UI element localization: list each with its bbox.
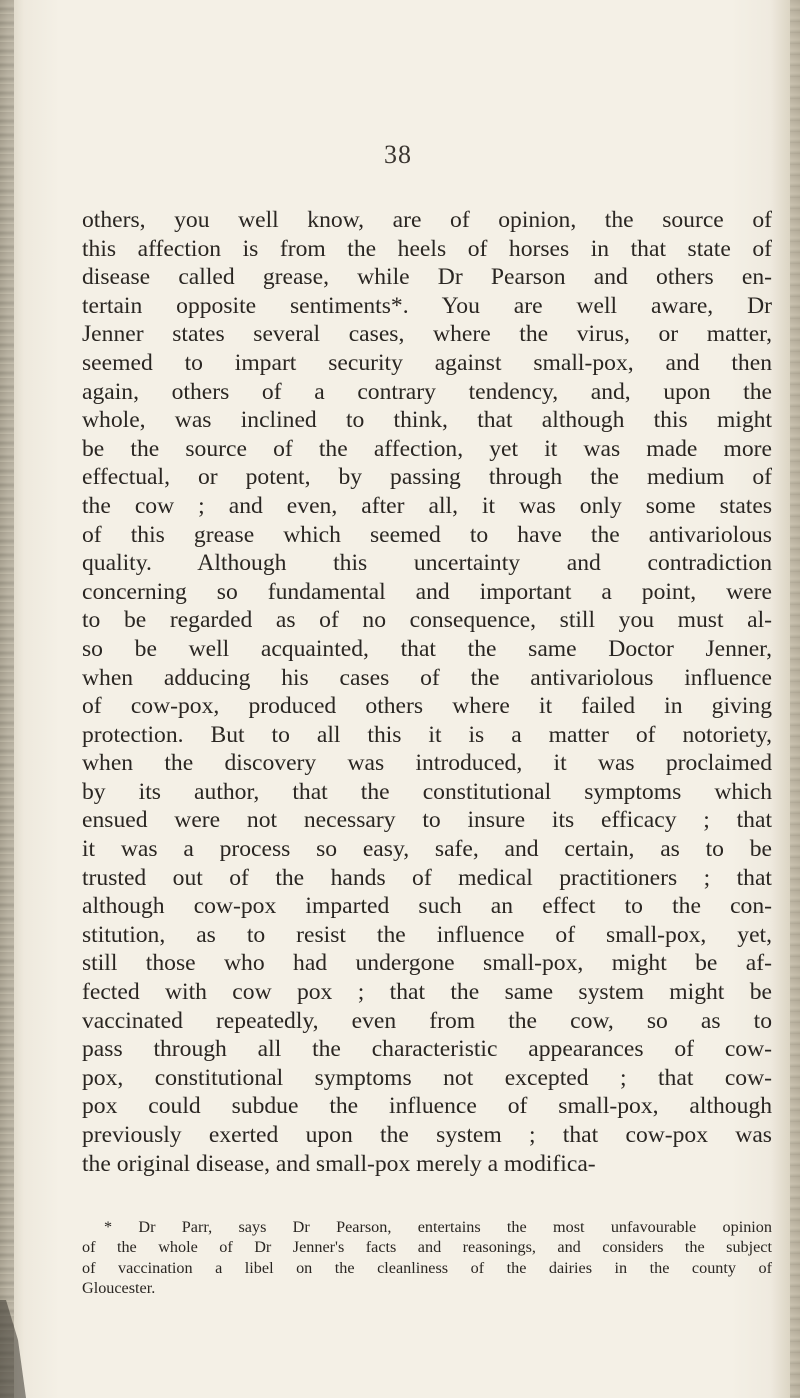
body-line: pox could subdue the influence of small-pox, although [82, 1093, 772, 1120]
body-line: again, others of a contrary tendency, and, upon the [82, 378, 772, 405]
body-line: effectual, or potent, by passing through the medium of [82, 464, 772, 491]
footnote [82, 1217, 772, 1299]
body-line: pox, constitutional symptoms not excepted ; that cow- [82, 1064, 772, 1091]
footnote-line: * Dr Parr, says Dr Pearson, entertains the most unfavourable opinion [104, 1218, 772, 1236]
footnote-line: of the whole of Dr Jenner's facts and reasonings, and considers the subject [82, 1238, 772, 1257]
footnote-line: Gloucester. [82, 1279, 156, 1298]
body-line: fected with cow pox ; that the same system might be [82, 979, 772, 1006]
body-line: to be regarded as of no consequence, still you must al- [82, 607, 772, 634]
body-line: protection. But to all this it is a matter of notoriety, [82, 721, 772, 748]
body-line: by its author, that the constitutional symptoms which [82, 778, 772, 805]
body-line: Jenner states several cases, where the virus, or matter, [82, 321, 772, 348]
body-line: although cow-pox imparted such an effect to the con- [82, 893, 772, 920]
body-line: so be well acquainted, that the same Doctor Jenner, [82, 635, 772, 662]
body-line: tertain opposite sentiments*. You are well aware, Dr [82, 292, 772, 319]
body-line: of this grease which seemed to have the antivariolous [82, 521, 772, 548]
body-line: this affection is from the heels of horses in that state of [82, 235, 772, 262]
body-line: seemed to impart security against small-pox, and then [82, 349, 772, 376]
body-line: disease called grease, while Dr Pearson and others en- [82, 264, 772, 291]
page-right-edge [790, 0, 800, 1398]
body-line: when adducing his cases of the antivariolous influence [82, 664, 772, 691]
page-corner-shadow [0, 1300, 26, 1398]
body-line: when the discovery was introduced, it was proclaimed [82, 750, 772, 777]
page-number: 38 [384, 140, 412, 169]
body-line: pass through all the characteristic appearances of cow- [82, 1036, 772, 1063]
body-line: the cow ; and even, after all, it was only some states [82, 492, 772, 519]
body-text [82, 206, 772, 1178]
body-line: vaccinated repeatedly, even from the cow, so as to [82, 1007, 772, 1034]
body-line: others, you well know, are of opinion, the source of [82, 207, 772, 233]
body-line: trusted out of the hands of medical practitioners ; that [82, 864, 772, 891]
body-line: concerning so fundamental and important a point, were [82, 578, 772, 605]
book-spine-edge [0, 0, 14, 1398]
body-line: it was a process so easy, safe, and certain, as to be [82, 836, 772, 863]
body-line: ensued were not necessary to insure its efficacy ; that [82, 807, 772, 834]
body-line: be the source of the affection, yet it was made more [82, 435, 772, 462]
body-line: of cow-pox, produced others where it failed in giving [82, 693, 772, 720]
body-line: stitution, as to resist the influence of small-pox, yet, [82, 921, 772, 948]
body-line: the original disease, and small-pox merely a modifica- [82, 1150, 596, 1177]
body-line: whole, was inclined to think, that although this might [82, 407, 772, 434]
body-line: still those who had undergone small-pox, might be af- [82, 950, 772, 977]
body-line: previously exerted upon the system ; that cow-pox was [82, 1122, 772, 1148]
body-line: quality. Although this uncertainty and contradiction [82, 550, 772, 577]
footnote-line: of vaccination a libel on the cleanliness of the dairies in the county of [82, 1258, 772, 1277]
